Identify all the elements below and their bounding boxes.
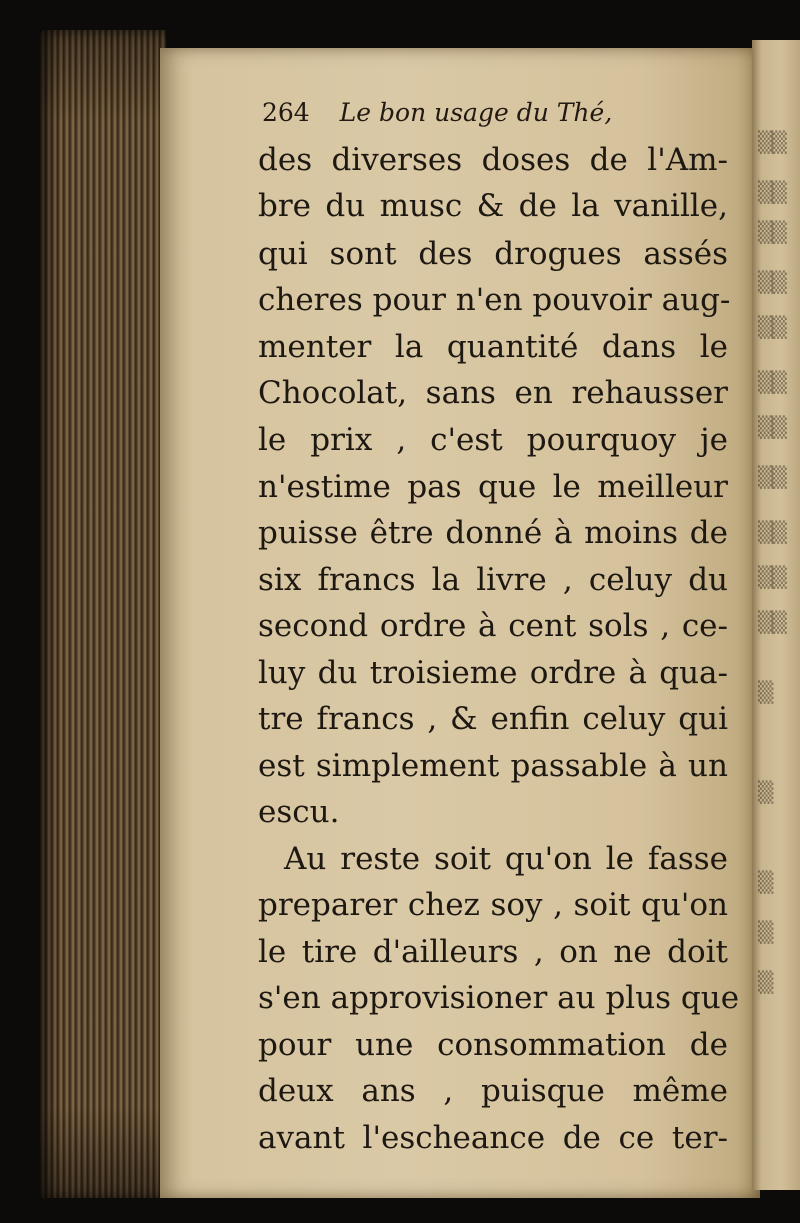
text-line: six francs la livre , celuy du (258, 562, 728, 598)
text-line: qui sont des drogues assés (258, 236, 728, 272)
text-line: des diverses doses de l'Am- (258, 142, 728, 178)
page-block-edge (40, 30, 166, 1200)
bleed-through-mark: ▒▒ (758, 315, 785, 339)
running-head (262, 98, 612, 127)
bleed-through-mark: ▒▒ (758, 565, 785, 589)
bleed-through-mark: ▒▒ (758, 465, 785, 489)
text-line: luy du troisieme ordre à qua- (258, 655, 728, 691)
bleed-through-mark: ▒ (758, 970, 772, 994)
bleed-through-mark: ▒▒ (758, 270, 785, 294)
text-line: bre du musc & de la vanille, (258, 188, 728, 224)
text-line: menter la quantité dans le (258, 329, 728, 365)
text-line: deux ans , puisque même (258, 1073, 728, 1109)
bleed-through-mark: ▒ (758, 680, 772, 704)
text-line: Chocolat, sans en rehausser (258, 375, 728, 411)
bleed-through-mark: ▒▒ (758, 130, 785, 154)
text-line: puisse être donné à moins de (258, 515, 728, 551)
background-bottom (0, 1198, 800, 1223)
bleed-through-mark: ▒▒ (758, 370, 785, 394)
text-line: cheres pour n'en pouvoir aug- (258, 282, 731, 318)
text-line: n'estime pas que le meilleur (258, 469, 728, 505)
text-line: Au reste soit qu'on le fasse (284, 841, 728, 877)
text-line: est simplement passable à un (258, 748, 728, 784)
facing-page-edge (752, 40, 800, 1190)
text-line: le tire d'ailleurs , on ne doit (258, 934, 728, 970)
text-line: le prix , c'est pourquoy je (258, 422, 728, 458)
running-title: Le bon usage du Thé, (339, 98, 613, 127)
bleed-through-mark: ▒▒ (758, 220, 785, 244)
text-line: tre francs , & enfin celuy qui (258, 701, 728, 737)
bleed-through-mark: ▒▒ (758, 520, 785, 544)
text-line: avant l'escheance de ce ter- (258, 1120, 728, 1156)
text-line: pour une consommation de (258, 1027, 728, 1063)
text-line: second ordre à cent sols , ce- (258, 608, 728, 644)
text-line: s'en approvisioner au plus que (258, 980, 740, 1016)
bleed-through-mark: ▒▒ (758, 415, 785, 439)
bleed-through-mark: ▒ (758, 870, 772, 894)
bleed-through-mark: ▒ (758, 920, 772, 944)
text-line: preparer chez soy , soit qu'on (258, 887, 728, 923)
bleed-through-mark: ▒▒ (758, 610, 785, 634)
bleed-through-mark: ▒ (758, 780, 772, 804)
bleed-through-mark: ▒▒ (758, 180, 785, 204)
text-line: escu. (258, 794, 340, 830)
page-number: 264 (262, 98, 310, 127)
